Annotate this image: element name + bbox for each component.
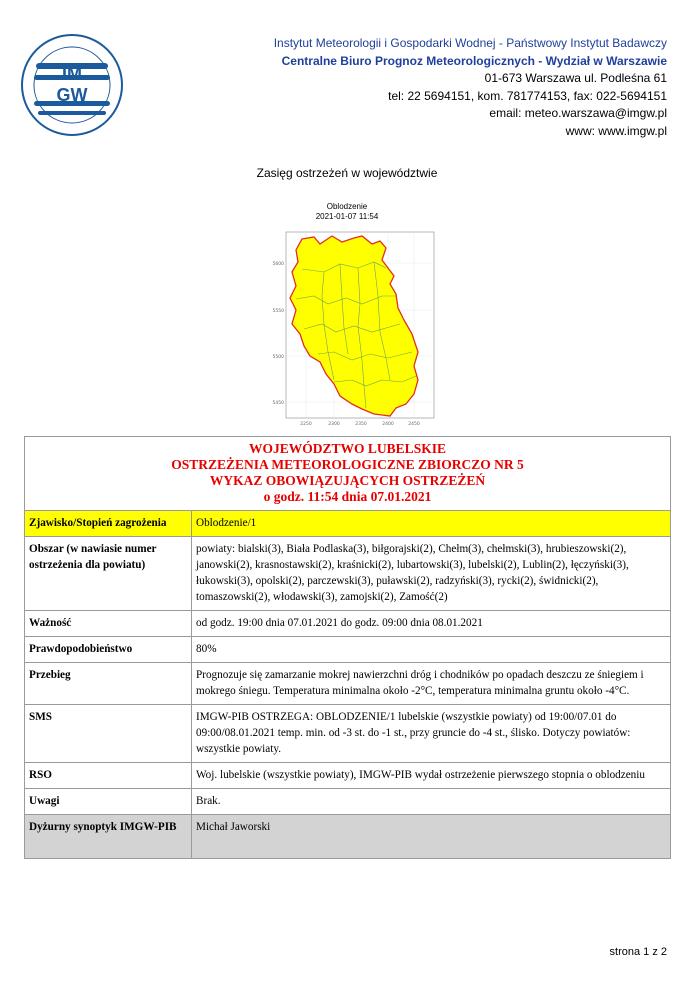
- row-area: [25, 537, 671, 611]
- row-value: Woj. lubelskie (wszystkie powiaty), IMGW-PIB wydał ostrzeżenie pierwszego stopnia o oblodzeniu: [192, 763, 671, 789]
- map-caption: [0, 202, 694, 222]
- row-forecaster: [25, 815, 671, 859]
- row-label: Uwagi: [25, 789, 192, 815]
- website: www: www.imgw.pl: [565, 123, 667, 138]
- department-name: Centralne Biuro Prognoz Meteorologicznych - Wydział w Warszawie: [281, 53, 667, 68]
- address: 01-673 Warszawa ul. Podleśna 61: [484, 71, 667, 85]
- row-value: od godz. 19:00 dnia 07.01.2021 do godz. 09:00 dnia 08.01.2021: [192, 611, 671, 637]
- row-value: powiaty: bialski(3), Biała Podlaska(3), biłgorajski(2), Chełm(3), chełmski(3), hrubieszowski(2), janowski(2), krasnostawski(2), kraśnicki(2), lubartowski(3), lubelski(2), Lublin(2), łęczyński(3), łukowski(3), opolski(2), parczewski(3), puławski(2), radzyński(3), rycki(2), świdnicki(2), tomaszowski(2), włodawski(3), zamojski(2), Zamość(2): [192, 537, 671, 611]
- row-value: Prognozuje się zamarzanie mokrej nawierzchni dróg i chodników po opadach deszczu ze śniegiem i mokrego śniegu. Temperatura minimalna około -2°C, temperatura minimalna gruntu około -4°C.: [192, 663, 671, 705]
- row-label: Obszar (w nawiasie numer ostrzeżenia dla powiatu): [25, 537, 192, 611]
- map-y-tick: 5550: [272, 309, 284, 314]
- heading-bulletin: OSTRZEŻENIA METEOROLOGICZNE ZBIORCZO NR 5: [171, 457, 524, 472]
- warning-map: [262, 224, 440, 436]
- heading-voivodeship: WOJEWÓDZTWO LUBELSKIE: [249, 441, 446, 456]
- row-value: Brak.: [192, 789, 671, 815]
- row-label: Zjawisko/Stopień zagrożenia: [25, 511, 192, 537]
- institute-header: [207, 35, 667, 140]
- row-validity: [25, 611, 671, 637]
- row-label: Dyżurny synoptyk IMGW-PIB: [25, 815, 192, 859]
- row-remarks: [25, 789, 671, 815]
- row-sms: [25, 705, 671, 763]
- row-probability: [25, 637, 671, 663]
- row-label: RSO: [25, 763, 192, 789]
- heading-list: WYKAZ OBOWIĄZUJĄCYCH OSTRZEŻEŃ: [209, 473, 486, 488]
- map-title: Oblodzenie: [326, 202, 368, 211]
- map-y-tick: 5600: [272, 262, 284, 267]
- map-x-tick: 2250: [300, 422, 312, 427]
- map-y-tick: 5450: [272, 401, 284, 406]
- map-x-tick: 2350: [355, 422, 367, 427]
- phones: tel: 22 5694151, kom. 781774153, fax: 022-5694151: [388, 88, 667, 103]
- row-value: 80%: [192, 637, 671, 663]
- page-title: Zasięg ostrzeżeń w województwie: [256, 166, 438, 180]
- map-x-tick: 2450: [408, 422, 420, 427]
- row-course: [25, 663, 671, 705]
- imgw-logo: [20, 33, 124, 137]
- logo-text-top: IM: [62, 64, 82, 84]
- row-label: Prawdopodobieństwo: [25, 637, 192, 663]
- row-phenomenon: [25, 511, 671, 537]
- row-label: Przebieg: [25, 663, 192, 705]
- row-rso: [25, 763, 671, 789]
- row-value: Michał Jaworski: [192, 815, 671, 859]
- table-heading: [25, 437, 671, 511]
- row-label: Ważność: [25, 611, 192, 637]
- heading-time: o godz. 11:54 dnia 07.01.2021: [263, 489, 432, 504]
- map-x-tick: 2400: [382, 422, 394, 427]
- map-x-tick: 2300: [328, 422, 340, 427]
- institute-name: Instytut Meteorologii i Gospodarki Wodnej - Państwowy Instytut Badawczy: [273, 36, 667, 50]
- row-value: Oblodzenie/1: [192, 511, 671, 537]
- row-value: IMGW-PIB OSTRZEGA: OBLODZENIE/1 lubelskie (wszystkie powiaty) od 19:00/07.01 do 09:00/08.01.2021 temp. min. od -3 st. do -1 st., przy gruncie do -4 st., ślisko. Dotyczy powiatów: wszystkie powiaty.: [192, 705, 671, 763]
- logo-text-bottom: GW: [56, 85, 88, 105]
- row-label: SMS: [25, 705, 192, 763]
- warnings-table: [24, 436, 671, 859]
- page-number: strona 1 z 2: [609, 946, 667, 958]
- email: email: meteo.warszawa@imgw.pl: [489, 106, 667, 120]
- map-y-tick: 5500: [272, 355, 284, 360]
- map-datetime: 2021-01-07 11:54: [315, 212, 379, 221]
